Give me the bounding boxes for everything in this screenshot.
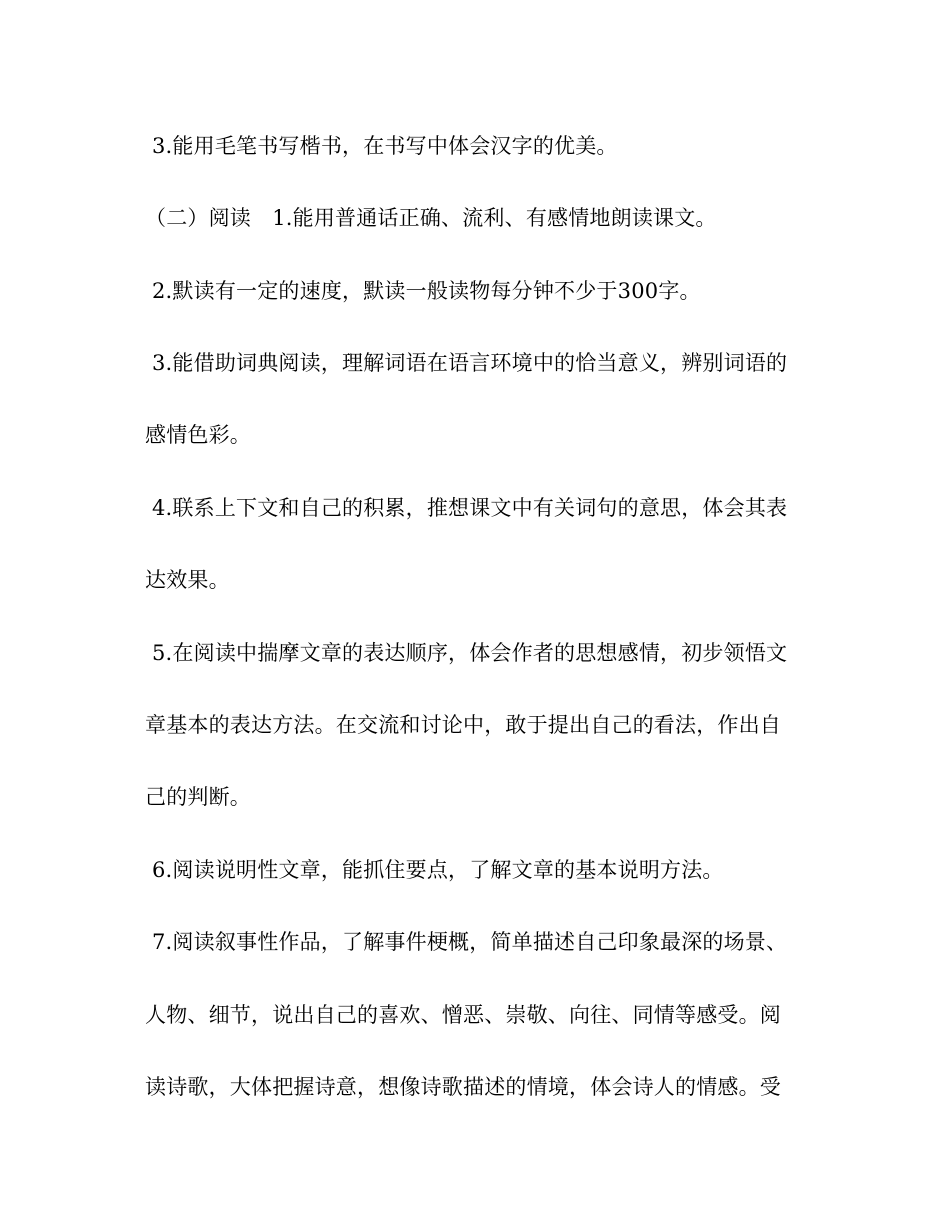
text-line: 章基本的表达方法。在交流和讨论中，敢于提出自己的看法，作出自	[145, 713, 781, 737]
text-line: 6.阅读说明性文章，能抓住要点，了解文章的基本说明方法。	[152, 858, 724, 882]
text-line: 感情色彩。	[145, 423, 251, 447]
text-line: 3.能用毛笔书写楷书，在书写中体会汉字的优美。	[152, 134, 618, 158]
text-line: 己的判断。	[145, 785, 251, 809]
text-line: 5.在阅读中揣摩文章的表达顺序，体会作者的思想感情，初步领悟文	[152, 641, 788, 665]
text-line: 7.阅读叙事性作品，了解事件梗概，简单描述自己印象最深的场景、	[152, 930, 788, 954]
text-line: 4.联系上下文和自己的积累，推想课文中有关词句的意思，体会其表	[152, 496, 788, 520]
text-line: 3.能借助词典阅读，理解词语在语言环境中的恰当意义，辨别词语的	[152, 351, 788, 375]
text-line: 读诗歌，大体把握诗意，想像诗歌描述的情境，体会诗人的情感。受	[145, 1075, 781, 1099]
text-line: （二）阅读 1.能用普通话正确、流利、有感情地朗读课文。	[145, 206, 717, 230]
text-line: 达效果。	[145, 568, 230, 592]
text-line: 人物、细节，说出自己的喜欢、憎恶、崇敬、向往、同情等感受。阅	[145, 1003, 781, 1027]
text-line: 2.默读有一定的速度，默读一般读物每分钟不少于300字。	[152, 279, 701, 303]
